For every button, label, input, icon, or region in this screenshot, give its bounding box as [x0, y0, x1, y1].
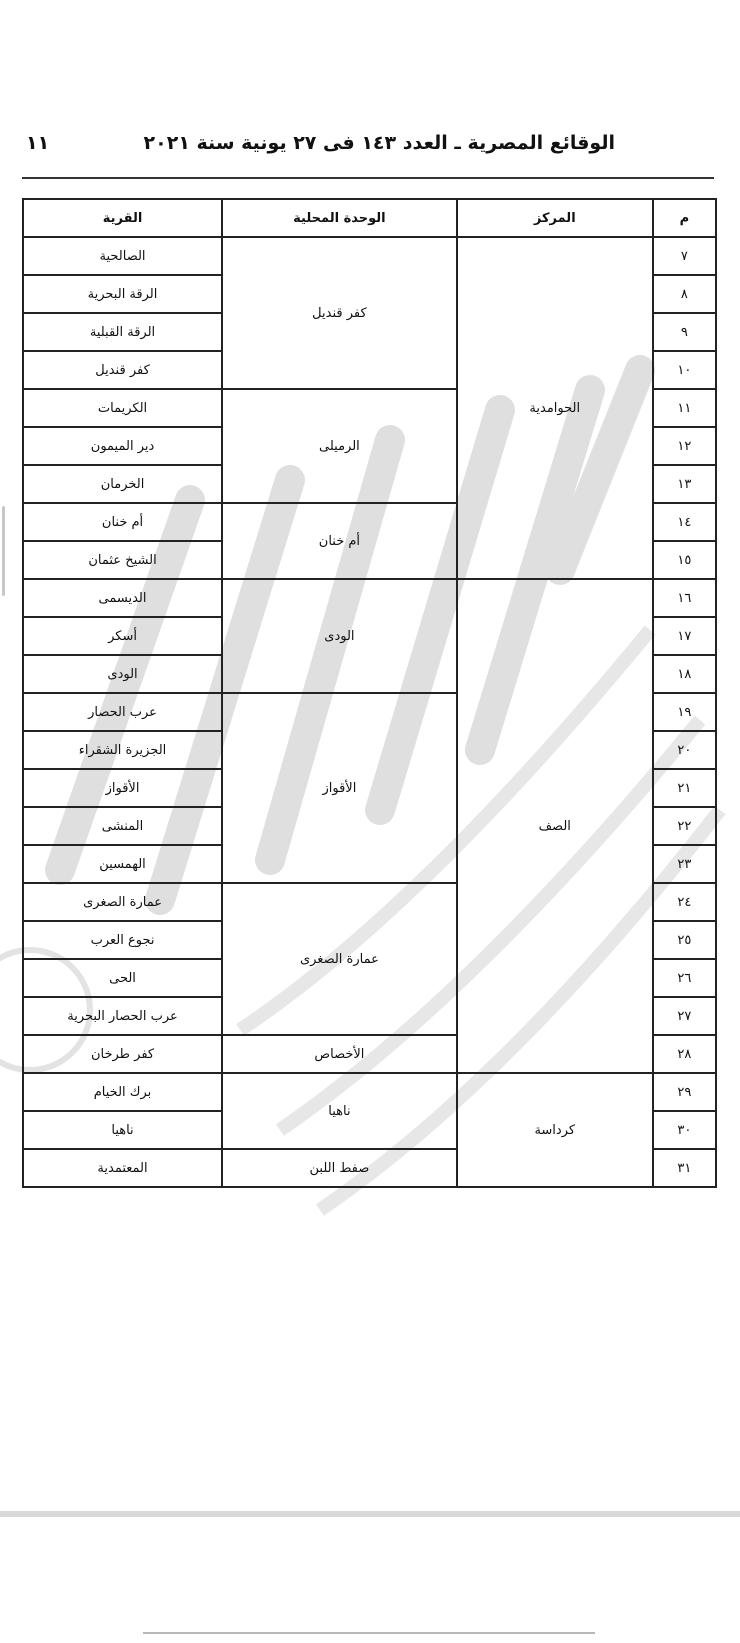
row-number: ١٥ — [653, 541, 716, 579]
villages-table — [22, 198, 717, 1188]
row-number: ٢٢ — [653, 807, 716, 845]
village-cell: الأقواز — [23, 769, 222, 807]
wahda-cell: الأخصاص — [222, 1035, 457, 1073]
wahda-cell: أم خنان — [222, 503, 457, 579]
table-row — [23, 237, 716, 275]
wahda-cell: الأقواز — [222, 693, 457, 883]
village-cell: الصالحية — [23, 237, 222, 275]
village-cell: الشيخ عثمان — [23, 541, 222, 579]
row-number: ٩ — [653, 313, 716, 351]
village-cell: عرب الحصار — [23, 693, 222, 731]
row-number: ٢١ — [653, 769, 716, 807]
village-cell: الكريمات — [23, 389, 222, 427]
row-number: ٢٦ — [653, 959, 716, 997]
row-number: ٢٩ — [653, 1073, 716, 1111]
village-cell: الرقة القبلية — [23, 313, 222, 351]
village-cell: برك الخيام — [23, 1073, 222, 1111]
page-header-title: الوقائع المصرية ـ العدد ١٤٣ فى ٢٧ يونية سنة ٢٠٢١ — [143, 132, 615, 154]
village-cell: نجوع العرب — [23, 921, 222, 959]
scroll-handle[interactable] — [2, 506, 5, 596]
row-number: ١٦ — [653, 579, 716, 617]
village-cell: ناهيا — [23, 1111, 222, 1149]
village-cell: كفر قنديل — [23, 351, 222, 389]
markaz-cell: الحوامدية — [457, 237, 653, 579]
row-number: ٧ — [653, 237, 716, 275]
row-number: ١٠ — [653, 351, 716, 389]
wahda-cell: الرميلى — [222, 389, 457, 503]
row-number: ٢٣ — [653, 845, 716, 883]
village-cell: الخرمان — [23, 465, 222, 503]
village-cell: الودى — [23, 655, 222, 693]
village-cell: الهمسين — [23, 845, 222, 883]
header-markaz: المركز — [457, 199, 653, 237]
home-indicator[interactable] — [143, 1632, 595, 1634]
row-number: ٢٠ — [653, 731, 716, 769]
row-number: ١٨ — [653, 655, 716, 693]
village-cell: الجزيرة الشقراء — [23, 731, 222, 769]
markaz-cell: الصف — [457, 579, 653, 1073]
village-cell: الحى — [23, 959, 222, 997]
row-number: ٨ — [653, 275, 716, 313]
header-num: م — [653, 199, 716, 237]
row-number: ١٩ — [653, 693, 716, 731]
village-cell: الديسمى — [23, 579, 222, 617]
page-number: ١١ — [26, 132, 50, 154]
row-number: ٢٧ — [653, 997, 716, 1035]
row-number: ٢٥ — [653, 921, 716, 959]
table-header-row — [23, 199, 716, 237]
village-cell: الرقة البحرية — [23, 275, 222, 313]
row-number: ١٣ — [653, 465, 716, 503]
markaz-cell: كرداسة — [457, 1073, 653, 1187]
wahda-cell: صفط اللبن — [222, 1149, 457, 1187]
header-divider — [22, 177, 714, 179]
row-number: ٢٨ — [653, 1035, 716, 1073]
table-row — [23, 579, 716, 617]
header-wahda: الوحدة المحلية — [222, 199, 457, 237]
village-cell: أم خنان — [23, 503, 222, 541]
header-qarya: القرية — [23, 199, 222, 237]
row-number: ١١ — [653, 389, 716, 427]
table-row — [23, 1073, 716, 1111]
village-cell: دير الميمون — [23, 427, 222, 465]
village-cell: أسكر — [23, 617, 222, 655]
row-number: ٣٠ — [653, 1111, 716, 1149]
wahda-cell: كفر قنديل — [222, 237, 457, 389]
row-number: ١٤ — [653, 503, 716, 541]
village-cell: عمارة الصغرى — [23, 883, 222, 921]
row-number: ٢٤ — [653, 883, 716, 921]
wahda-cell: عمارة الصغرى — [222, 883, 457, 1035]
village-cell: كفر طرخان — [23, 1035, 222, 1073]
village-cell: المعتمدية — [23, 1149, 222, 1187]
row-number: ٣١ — [653, 1149, 716, 1187]
wahda-cell: ناهيا — [222, 1073, 457, 1149]
row-number: ١٢ — [653, 427, 716, 465]
village-cell: المنشى — [23, 807, 222, 845]
row-number: ١٧ — [653, 617, 716, 655]
page-bottom-divider — [0, 1511, 740, 1517]
wahda-cell: الودى — [222, 579, 457, 693]
village-cell: عرب الحصار البحرية — [23, 997, 222, 1035]
